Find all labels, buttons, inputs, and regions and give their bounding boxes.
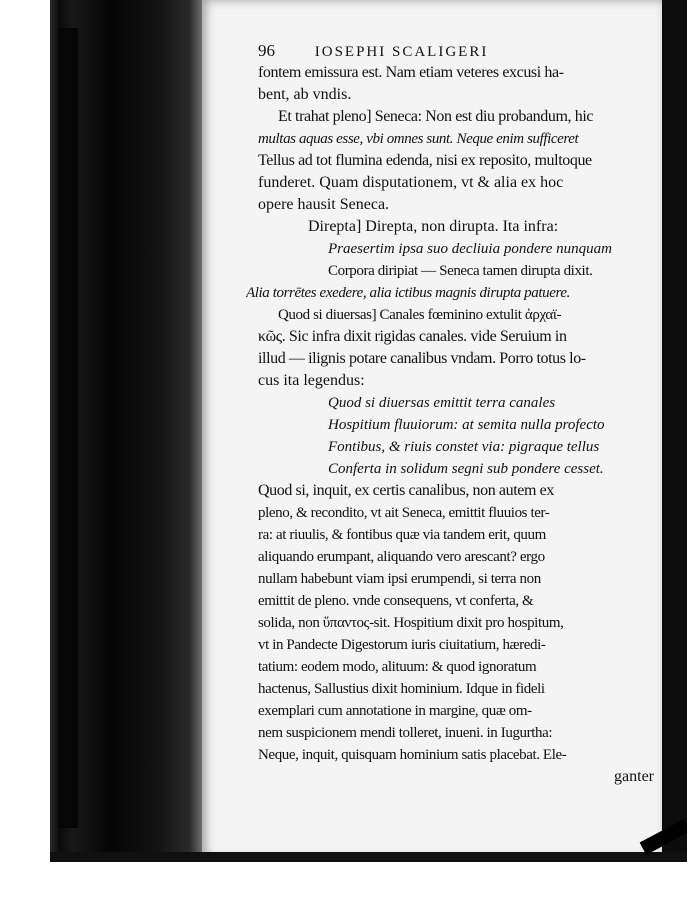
page-text — [246, 40, 658, 788]
text-line: exemplari cum annotatione in margine, quæ om- — [258, 703, 532, 719]
text-line: vt in Pandecte Digestorum iuris ciuitatium, hæredi- — [258, 637, 546, 653]
text-line: Direpta] Direpta, non dirupta. Ita infra: — [308, 218, 559, 235]
bottom-page-edge — [50, 852, 687, 862]
verse-line: Fontibus, & riuis constet via: pigraque tellus — [328, 439, 600, 455]
text-line: funderet. Quam disputationem, vt & alia ex hoc — [258, 174, 564, 191]
text-line: Et trahat pleno] Seneca: Non est diu probandum, hic — [278, 108, 594, 125]
text-line: cus ita legendus: — [258, 372, 365, 389]
text-line: ra: at riuulis, & fontibus quæ via tandem erit, quum — [258, 527, 546, 543]
text-line: multas aquas esse, vbi omnes sunt. Neque enim sufficeret — [258, 131, 579, 147]
running-header — [258, 40, 658, 62]
text-line: Quod si diuersas] Canales fœminino extulit ἀρχαϊ- — [278, 307, 562, 323]
text-line: Neque, inquit, quisquam hominium satis placebat. Ele- — [258, 747, 567, 763]
catchword: ganter — [614, 768, 654, 785]
page-number: 96 — [258, 41, 275, 60]
text-line: κῶς. Sic infra dixit rigidas canales. vide Seruium in — [258, 328, 567, 345]
text-line: Corpora diripiat — Seneca tamen dirupta dixit. — [328, 263, 593, 279]
text-line: Praesertim ipsa suo decliuia pondere nunquam — [328, 241, 612, 257]
text-line: hactenus, Sallustius dixit hominium. Idque in fideli — [258, 681, 545, 697]
book-spine-edge — [58, 28, 78, 828]
text-line: solida, non ὕπαντος-sit. Hospitium dixit pro hospitum, — [258, 615, 564, 631]
text-line: Quod si, inquit, ex certis canalibus, non autem ex — [258, 482, 554, 499]
text-line: nullam habebunt viam ipsi erumpendi, si terra non — [258, 571, 541, 587]
text-line: pleno, & recondito, vt ait Seneca, emittit fluuios ter- — [258, 505, 550, 521]
verse-line: Quod si diuersas emittit terra canales — [328, 395, 556, 411]
text-line: illud — ilignis potare canalibus vndam. Porro totus lo- — [258, 350, 586, 367]
text-line: tatium: eodem modo, alituum: & quod ignoratum — [258, 659, 537, 675]
text-line: bent, ab vndis. — [258, 86, 352, 103]
verse-line: Hospitium fluuiorum: at semita nulla profecto — [328, 417, 605, 433]
right-page-edge — [662, 0, 687, 860]
running-title: IOSEPHI SCALIGERI — [314, 44, 489, 60]
text-line: emittit de pleno. vnde consequens, vt conferta, & — [258, 593, 534, 609]
text-line: Alia torrētes exedere, alia ictibus magnis dirupta patuere. — [246, 285, 570, 301]
text-line: nem suspicionem mendi tolleret, inueni. in Iugurtha: — [258, 725, 553, 741]
verse-line: Conferta in solidum segni sub pondere cesset. — [328, 461, 604, 477]
text-line: opere hausit Seneca. — [258, 196, 390, 213]
text-line: aliquando erumpant, aliquando vero arescant? ergo — [258, 549, 545, 565]
text-line: Tellus ad tot flumina edenda, nisi ex reposito, multoque — [258, 152, 592, 169]
text-line: fontem emissura est. Nam etiam veteres excusi ha- — [258, 64, 564, 81]
